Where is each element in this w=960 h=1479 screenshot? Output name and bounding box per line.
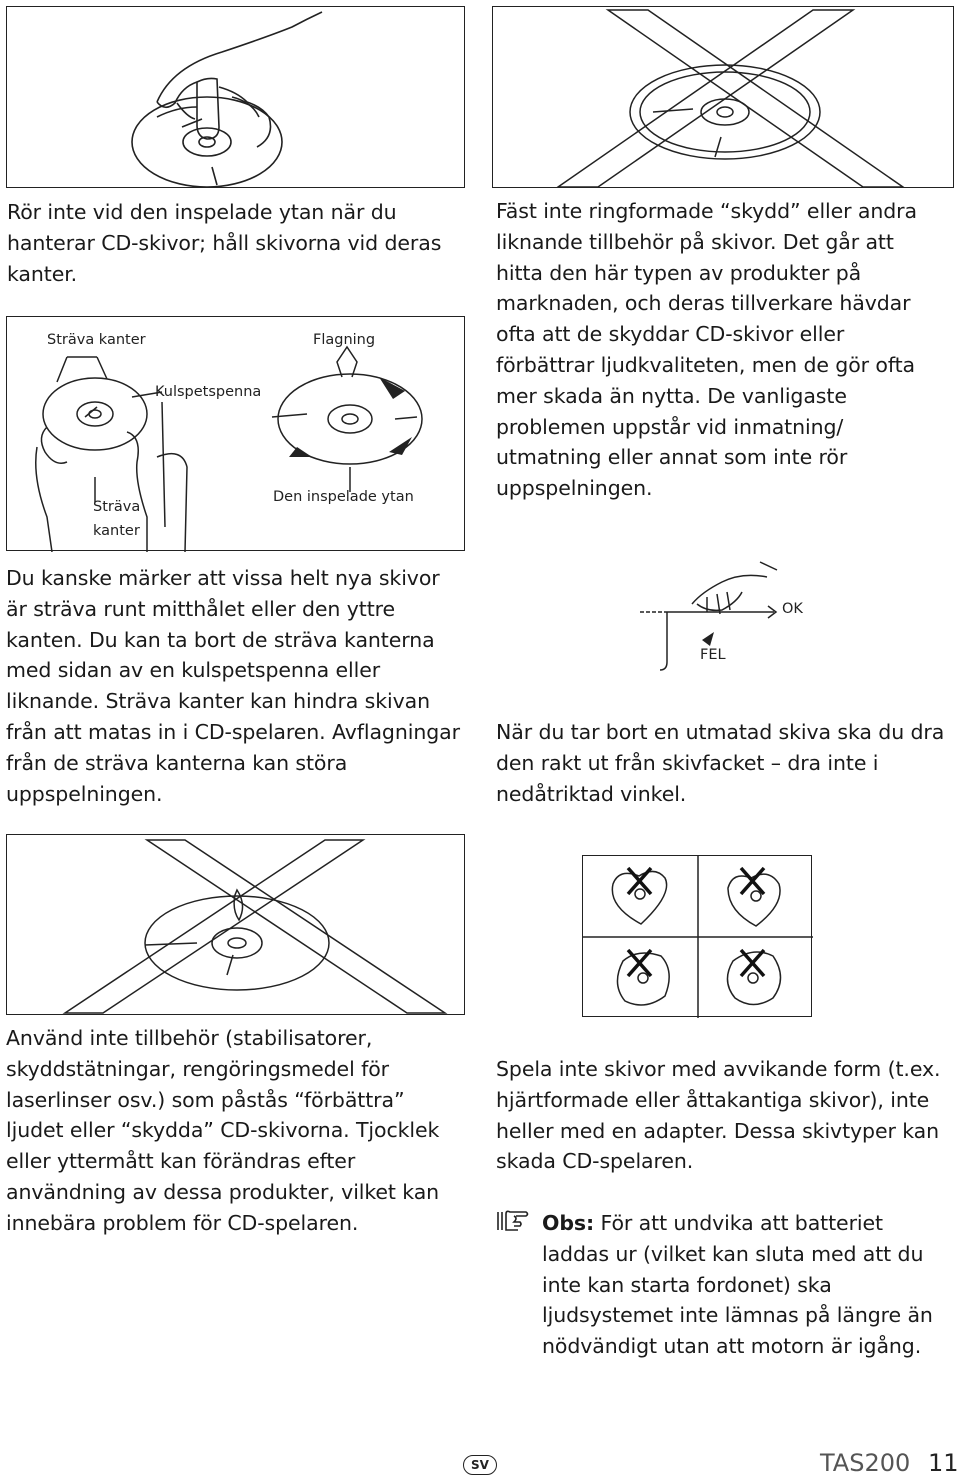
caption-irregular-discs: Spela inte skivor med avvikande form (t.ex. hjärtformade eller åttakantiga skivor), inte heller med en adapter. Dessa skivtyper kan skada CD-spelaren.	[496, 1057, 941, 1174]
page-number: 11	[928, 1449, 959, 1477]
caption-eject-straight: När du tar bort en utmatad skiva ska du dra den rakt ut från skivfacket – dra inte i nedåtriktad vinkel.	[496, 720, 945, 806]
label-rough-edges-bottom-1: Sträva	[93, 499, 141, 515]
note-label: Obs:	[542, 1211, 595, 1235]
label-recorded-surface: Den inspelade ytan	[273, 489, 414, 505]
note-text: För att undvika att batteriet laddas ur (vilket kan sluta med att du inte kan starta fordonet) ska ljudsystemet inte lämnas på längre än nödvändigt utan att motorn är igång.	[542, 1211, 933, 1359]
illustration-no-accessories	[6, 834, 465, 1015]
note-block	[542, 1208, 954, 1362]
illustration-rough-edges	[6, 316, 465, 551]
label-wrong: FEL	[700, 647, 726, 663]
illustration-irregular-discs	[582, 855, 812, 1017]
illustration-hand-holding-disc	[6, 6, 465, 286]
label-flaking: Flagning	[313, 332, 376, 348]
label-ok: OK	[782, 601, 803, 617]
note-hand-icon	[496, 1208, 530, 1232]
model-name: TAS200	[820, 1449, 911, 1477]
label-ballpoint-pen: Kulspetspenna	[155, 384, 262, 400]
label-rough-edges-top: Sträva kanter	[47, 332, 146, 348]
disc-handling-drawing	[7, 7, 466, 189]
caption-handle-by-edges: Rör inte vid den inspelade ytan när du hanterar CD-skivor; håll skivorna vid deras kanter.	[7, 200, 442, 286]
illustration-no-ring-protectors	[492, 6, 954, 188]
irregular-discs-drawing	[583, 856, 813, 1018]
language-badge	[463, 1455, 497, 1475]
no-accessories-drawing	[7, 835, 466, 1016]
no-ring-protectors-drawing	[493, 7, 955, 189]
caption-rough-edges: Du kanske märker att vissa helt nya skivor är sträva runt mitthålet eller den yttre kanten. Du kan ta bort de sträva kanterna med sidan av en kulspetspenna eller liknande. Sträva kanter kan hindra skivan från att matas in i CD-spelaren. Avflagningar från de sträva kanterna kan störa uppspelningen.	[6, 566, 460, 806]
label-rough-edges-bottom-2: kanter	[93, 523, 140, 539]
rough-edges-drawing	[7, 317, 466, 552]
eject-disc-drawing	[492, 542, 954, 710]
language-code: SV	[471, 1458, 489, 1472]
caption-no-accessories: Använd inte tillbehör (stabilisatorer, skyddstätningar, rengöringsmedel för laserlinser osv.) som påstås “förbättra” ljudet eller “skydda” CD-skivorna. Tjocklek eller yttermått kan förändras efter användning av dessa produkter, vilket kan innebära problem för CD-spelaren.	[6, 1026, 440, 1235]
caption-no-ring-protectors: Fäst inte ringformade “skydd” eller andra liknande tillbehör på skivor. Det går att hitta den här typen av produkter på marknaden, och deras tillverkare hävdar ofta att de skyddar CD-skivor eller förbättrar ljudkvaliteten, men de gör ofta mer skada än nytta. De vanligaste problemen uppstår vid inmatning/ utmatning eller annat som inte rör uppspelningen.	[496, 199, 917, 501]
illustration-eject-straight	[492, 542, 954, 710]
